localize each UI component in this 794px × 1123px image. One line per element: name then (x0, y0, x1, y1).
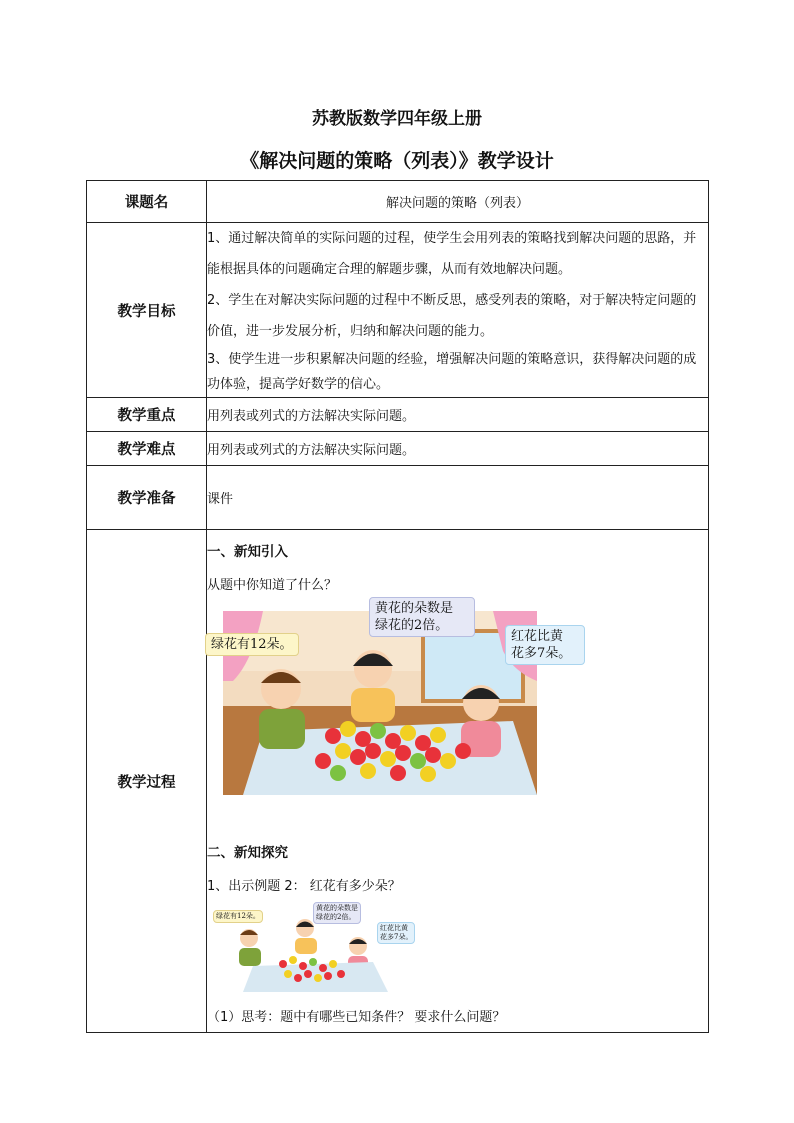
label-process: 教学过程 (87, 530, 207, 1033)
bubble-green-flowers-small: 绿花有12朵。 (213, 910, 263, 923)
flower-illustration-large (211, 601, 572, 795)
label-goals: 教学目标 (87, 223, 207, 398)
value-goals (207, 223, 709, 398)
row-topic (87, 181, 709, 223)
row-process (87, 530, 709, 1033)
label-difficulty: 教学难点 (87, 432, 207, 466)
bubble-yellow-flowers: 黄花的朵数是 绿花的2倍。 (369, 597, 475, 637)
label-key-point: 教学重点 (87, 398, 207, 432)
value-difficulty: 用列表或列式的方法解决实际问题。 (207, 432, 709, 466)
goal-item-2: 2、学生在对解决实际问题的过程中不断反思，感受列表的策略，对于解决特定问题的价值，进一步发展分析，归纳和解决问题的能力。 (207, 293, 697, 339)
goal-item-3: 3、使学生进一步积累解决问题的经验，增强解决问题的策略意识，获得解决问题的成功体验，提高学好数学的信心。 (207, 352, 697, 392)
bubble-red-flowers-small: 红花比黄 花多7朵。 (377, 922, 415, 944)
value-process (207, 530, 709, 1033)
example-text: 1、出示例题 2： 红花有多少朵？ (207, 879, 401, 894)
bubble-yellow-flowers-small: 黄花的朵数是 绿花的2倍。 (313, 902, 361, 924)
value-key-point: 用列表或列式的方法解决实际问题。 (207, 398, 709, 432)
row-key-point (87, 398, 709, 432)
bubble-green-flowers: 绿花有12朵。 (205, 633, 299, 656)
section-explore-heading: 二、新知探究 (207, 845, 288, 861)
section-intro-heading: 一、新知引入 (207, 544, 288, 560)
label-topic: 课题名 (87, 181, 207, 223)
question-text: 从题中你知道了什么？ (207, 578, 338, 593)
goal-item-1: 1、通过解决简单的实际问题的过程，使学生会用列表的策略找到解决问题的思路，并能根据具体的问题确定合理的解题步骤，从而有效地解决问题。 (207, 231, 697, 277)
document-title: 苏教版数学四年级上册 (312, 109, 482, 129)
row-goals (87, 223, 709, 398)
row-preparation (87, 466, 709, 530)
think-question-text: （1）思考：题中有哪些已知条件？ 要求什么问题？ (207, 1010, 506, 1025)
value-preparation: 课件 (207, 466, 709, 530)
flower-illustration-small (216, 904, 413, 992)
document-subtitle: 《解决问题的策略（列表）》教学设计 (240, 150, 554, 172)
label-preparation: 教学准备 (87, 466, 207, 530)
bubble-red-flowers: 红花比黄 花多7朵。 (505, 625, 585, 665)
lesson-plan-table (86, 180, 709, 1033)
row-difficulty (87, 432, 709, 466)
value-topic: 解决问题的策略（列表） (207, 181, 709, 223)
